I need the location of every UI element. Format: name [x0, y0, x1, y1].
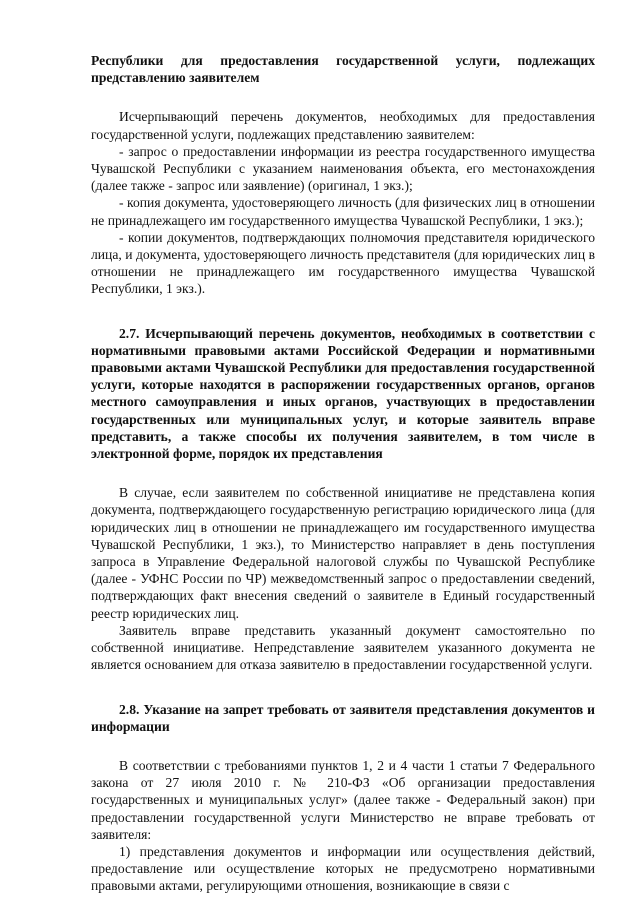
section-heading-2-7: 2.7. Исчерпывающий перечень документов, необходимых в соответствии с нормативными правовыми актами Российской Федерации и нормативными правовыми актами Чувашской Республики для предоставления государственной услуги, которые находятся в распоряжении государственных органов, органов местного самоуправления и иных органов, участвующих в предоставлении государственных или муниципальных услуг, и которые заявитель вправе представить, а также способы их получения заявителем, в том числе в электронной форме, порядок их представления — [91, 325, 595, 462]
paragraph-applicant-right: Заявитель вправе представить указанный документ самостоятельно по собственной инициативе. Непредставление заявителем указанного документа не является основанием для отказа заявителю в предоставлении государственной услуги. — [91, 622, 595, 673]
section-heading-continued: Республики для предоставления государственной услуги, подлежащих представлению заявителем — [91, 53, 595, 86]
paragraph-interagency-request: В случае, если заявителем по собственной инициативе не представлена копия документа, подтверждающего государственную регистрацию юридического лица (для юридических лиц в отношении не принадлежащего им государственного имущества Чувашской Республики, 1 экз.), то Министерство направляет в день поступления запроса в Управление Федеральной налоговой службы по Чувашской Республике (далее - УФНС России по ЧР) межведомственный запрос о предоставлении сведений, подтверждающих факт внесения сведений о заявителе в Единый государственный реестр юридических лиц. — [91, 485, 595, 621]
list-item-1: 1) представления документов и информации или осуществления действий, предоставление или осуществление которых не предусмотрено нормативными правовыми актами, регулирующими отношения, возникающие в связи с — [91, 843, 595, 894]
section-heading-2-8: 2.8. Указание на запрет требовать от заявителя представления документов и информации — [91, 701, 595, 734]
list-item-request: - запрос о предоставлении информации из реестра государственного имущества Чувашской Республики с указанием наименования объекта, его местонахождения (далее также - запрос или заявление) (оригинал, 1 экз.); — [91, 143, 595, 194]
paragraph-documents-list-intro: Исчерпывающий перечень документов, необходимых для предоставления государственной услуги, подлежащих представлению заявителем: — [91, 109, 595, 142]
list-item-identity-document: - копия документа, удостоверяющего личность (для физических лиц в отношении не принадлежащего им государственного имущества Чувашской Республики, 1 экз.); — [91, 195, 595, 228]
list-item-representative-documents: - копии документов, подтверждающих полномочия представителя юридического лица, и документа, удостоверяющего личность представителя (для юридических лиц в отношении не принадлежащего им государственного имущества Чувашской Республики, 1 экз.). — [91, 229, 595, 297]
paragraph-federal-law-requirements: В соответствии с требованиями пунктов 1, 2 и 4 части 1 статьи 7 Федерального закона от 27 июля 2010 г. № 210-ФЗ «Об организации предоставления государственных и муниципальных услуг» (далее также - Федеральный закон) при предоставлении государственной услуги Министерство не вправе требовать от заявителя: — [91, 757, 595, 842]
